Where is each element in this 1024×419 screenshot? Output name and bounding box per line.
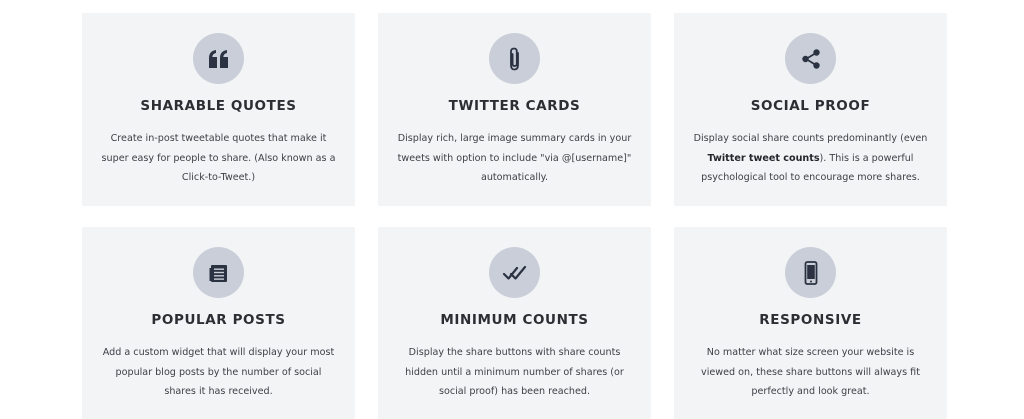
feature-card-responsive [674,227,947,419]
feature-description: Display the share buttons with share counts hidden until a minimum number of shares (or social proof) has been reached. [405,347,624,397]
feature-card-twitter-cards [378,13,651,206]
paperclip-icon-badge [489,33,540,84]
feature-description: Create in-post tweetable quotes that make it super easy for people to share. (Also known as a Click-to-Tweet.) [101,133,336,183]
paperclip-icon [506,46,524,72]
feature-card-minimum-counts [378,227,651,419]
quote-icon-badge [193,33,244,84]
feature-title: POPULAR POSTS [151,312,286,328]
double-check-icon [502,264,528,282]
feature-description: Add a custom widget that will display your most popular blog posts by the number of social shares it has received. [102,347,335,397]
mobile-phone-icon [804,261,818,285]
mobile-phone-icon-badge [785,247,836,298]
feature-title: TWITTER CARDS [448,98,581,114]
share-icon-badge [785,33,836,84]
share-icon [800,48,822,70]
quote-icon [208,49,230,69]
feature-title: RESPONSIVE [759,312,862,328]
feature-title: MINIMUM COUNTS [440,312,589,328]
feature-title: SHARABLE QUOTES [140,98,297,114]
double-check-icon-badge [489,247,540,298]
feature-title: SOCIAL PROOF [750,98,871,114]
feature-card-social-proof [674,13,947,206]
feature-description: Display social share counts predominantly (even Twitter tweet counts). This is a powerful psychological tool to encourage more shares. [693,133,928,183]
feature-description: Display rich, large image summary cards in your tweets with option to include "via @[username]" automatically. [397,133,632,183]
feature-card-sharable-quotes [82,13,355,206]
document-list-icon-badge [193,247,244,298]
feature-description: No matter what size screen your website is viewed on, these share buttons will always fit perfectly and look great. [701,347,920,397]
document-list-icon [208,262,230,284]
feature-card-popular-posts [82,227,355,419]
